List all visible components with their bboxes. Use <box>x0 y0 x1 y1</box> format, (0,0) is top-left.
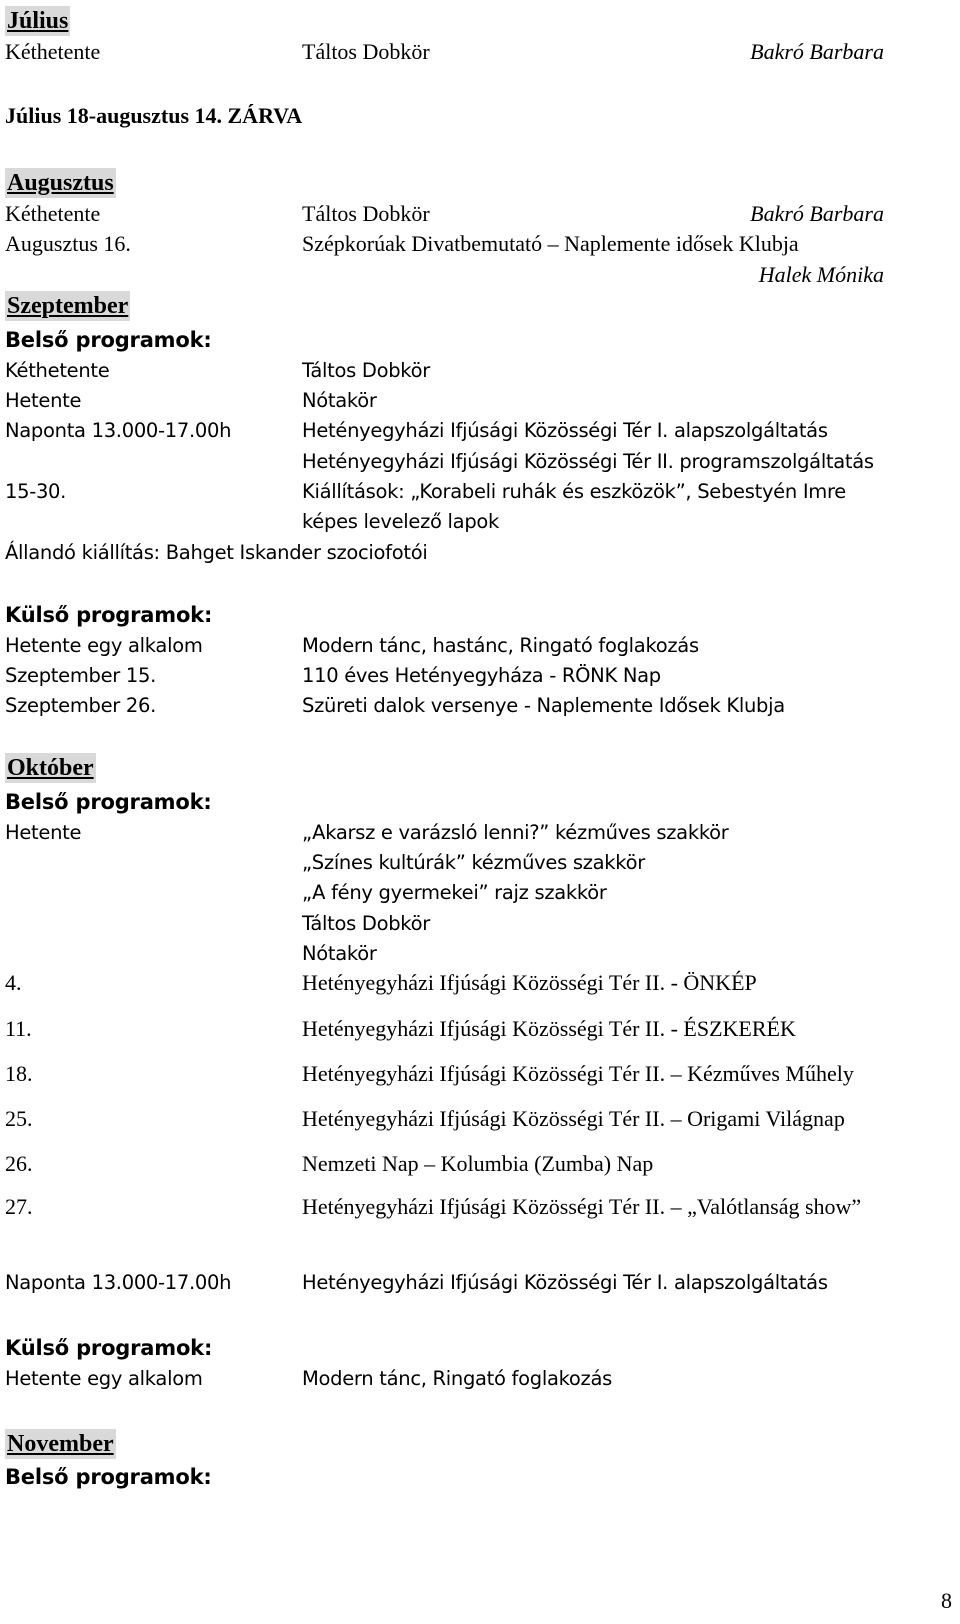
schedule-row <box>0 1059 960 1089</box>
month-heading-november: November <box>7 1431 114 1457</box>
schedule-program: Nemzeti Nap – Kolumbia (Zumba) Nap <box>302 1151 654 1176</box>
schedule-date: 11. <box>5 1016 32 1041</box>
schedule-date: 26. <box>5 1151 33 1176</box>
schedule-row <box>0 477 960 507</box>
section-heading-row <box>0 600 960 630</box>
schedule-row <box>0 1364 960 1394</box>
schedule-time: Kéthetente <box>5 201 101 226</box>
schedule-program: Hetényegyházi Ifjúsági Közösségi Tér II. – Origami Világnap <box>302 1106 845 1131</box>
schedule-row <box>0 691 960 721</box>
page-number: 8 <box>941 1588 952 1613</box>
schedule-row <box>0 1014 960 1044</box>
schedule-person: Bakró Barbara <box>750 201 884 226</box>
schedule-date: 18. <box>5 1061 33 1086</box>
section-heading-row <box>0 1462 960 1492</box>
schedule-row <box>0 356 960 386</box>
schedule-program: „A fény gyermekei” rajz szakkör <box>302 881 607 904</box>
schedule-date: 25. <box>5 1106 33 1131</box>
schedule-row <box>0 848 960 878</box>
month-heading-row <box>0 291 960 321</box>
schedule-row <box>0 968 960 998</box>
schedule-row <box>0 1149 960 1179</box>
schedule-row <box>0 909 960 939</box>
schedule-program: Nótakör <box>302 389 377 412</box>
schedule-program: Hetényegyházi Ifjúsági Közösségi Tér II. - ÖNKÉP <box>302 970 757 995</box>
schedule-program: Hetényegyházi Ifjúsági Közösségi Tér II. - ÉSZKERÉK <box>302 1016 796 1041</box>
section-heading-internal: Belső programok: <box>5 328 212 352</box>
section-heading-external: Külső programok: <box>5 1336 213 1360</box>
month-heading-row <box>0 168 960 198</box>
schedule-row <box>0 939 960 969</box>
schedule-program: Táltos Dobkör <box>302 359 430 382</box>
section-heading-row <box>0 325 960 355</box>
schedule-program: Táltos Dobkör <box>302 39 430 64</box>
closed-notice: Július 18-augusztus 14. ZÁRVA <box>5 103 303 128</box>
schedule-time: Szeptember 26. <box>5 694 157 717</box>
schedule-date: 4. <box>5 970 22 995</box>
schedule-program: Hetényegyházi Ifjúsági Közösségi Tér I. alapszolgáltatás <box>302 419 828 442</box>
section-heading-external: Külső programok: <box>5 603 213 627</box>
schedule-row <box>0 199 960 229</box>
schedule-program: Hetényegyházi Ifjúsági Közösségi Tér II. – Kézműves Műhely <box>302 1061 854 1086</box>
schedule-time: Kéthetente <box>5 359 110 382</box>
schedule-time: Augusztus 16. <box>5 231 131 256</box>
permanent-exhibition-row <box>0 538 960 568</box>
section-heading-internal: Belső programok: <box>5 790 212 814</box>
schedule-row <box>0 260 960 290</box>
schedule-row <box>0 447 960 477</box>
schedule-time: Hetente egy alkalom <box>5 634 203 657</box>
schedule-row <box>0 661 960 691</box>
schedule-program: Nótakör <box>302 942 377 965</box>
schedule-row <box>0 37 960 67</box>
schedule-row <box>0 1268 960 1298</box>
month-heading-row <box>0 1429 960 1459</box>
schedule-program: Modern tánc, hastánc, Ringató foglakozás <box>302 634 699 657</box>
schedule-row <box>0 229 960 259</box>
section-heading-row <box>0 787 960 817</box>
schedule-program: Modern tánc, Ringató foglakozás <box>302 1367 612 1390</box>
schedule-row <box>0 416 960 446</box>
schedule-program: képes levelező lapok <box>302 510 500 533</box>
schedule-row <box>0 1104 960 1134</box>
schedule-row <box>0 631 960 661</box>
permanent-exhibition: Állandó kiállítás: Bahget Iskander szociofotói <box>5 541 428 564</box>
schedule-row <box>0 878 960 908</box>
schedule-row <box>0 818 960 848</box>
month-heading-oktober: Október <box>7 755 94 781</box>
schedule-time: Hetente <box>5 821 82 844</box>
schedule-time: Naponta 13.000-17.00h <box>5 419 232 442</box>
schedule-program: Hetényegyházi Ifjúsági Közösségi Tér II. – „Valótlanság show” <box>302 1194 862 1219</box>
section-heading-internal: Belső programok: <box>5 1465 212 1489</box>
schedule-person: Halek Mónika <box>758 262 884 287</box>
schedule-program: Hetényegyházi Ifjúsági Közösségi Tér II. programszolgáltatás <box>302 450 874 473</box>
schedule-time: Hetente egy alkalom <box>5 1367 203 1390</box>
schedule-program: Szüreti dalok versenye - Naplemente Idősek Klubja <box>302 694 785 717</box>
month-heading-row <box>0 6 960 36</box>
schedule-program: „Színes kultúrák” kézműves szakkör <box>302 851 645 874</box>
schedule-program: „Akarsz e varázsló lenni?” kézműves szakkör <box>302 821 729 844</box>
month-heading-augusztus: Augusztus <box>7 170 114 196</box>
month-heading-julius: Július <box>7 8 69 34</box>
schedule-program: Táltos Dobkör <box>302 201 430 226</box>
schedule-row <box>0 1192 960 1222</box>
schedule-time: Szeptember 15. <box>5 664 157 687</box>
month-heading-szeptember: Szeptember <box>7 293 129 319</box>
schedule-time: Kéthetente <box>5 39 101 64</box>
schedule-date: 27. <box>5 1194 33 1219</box>
section-heading-row <box>0 1333 960 1363</box>
closed-notice-row <box>0 101 960 131</box>
schedule-program: Szépkorúak Divatbemutató – Naplemente idősek Klubja <box>302 231 799 256</box>
schedule-time: Hetente <box>5 389 82 412</box>
schedule-row <box>0 507 960 537</box>
schedule-program: Hetényegyházi Ifjúsági Közösségi Tér I. alapszolgáltatás <box>302 1271 828 1294</box>
schedule-program: Táltos Dobkör <box>302 912 430 935</box>
schedule-time: Naponta 13.000-17.00h <box>5 1271 232 1294</box>
month-heading-row <box>0 753 960 783</box>
schedule-person: Bakró Barbara <box>750 39 884 64</box>
schedule-time: 15-30. <box>5 480 67 503</box>
schedule-row <box>0 386 960 416</box>
schedule-program: Kiállítások: „Korabeli ruhák és eszközök”, Sebestyén Imre <box>302 480 846 503</box>
schedule-program: 110 éves Hetényegyháza - RÖNK Nap <box>302 664 661 687</box>
